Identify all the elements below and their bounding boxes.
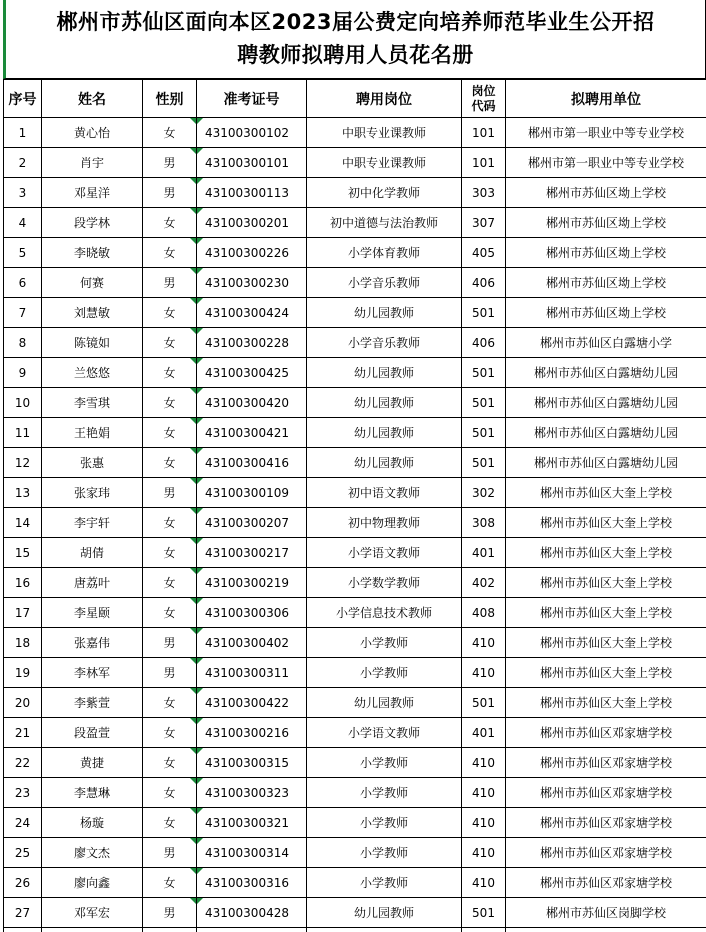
cell-post[interactable]: 中职专业课教师	[307, 148, 462, 178]
cell-exam-no[interactable]: 43100300216	[197, 718, 307, 748]
cell-index[interactable]: 2	[4, 148, 42, 178]
cell-post-code[interactable]: 410	[462, 748, 506, 778]
cell-exam-no[interactable]: 43100300425	[197, 358, 307, 388]
cell-post-code[interactable]: 410	[462, 838, 506, 868]
cell-post-code[interactable]: 501	[462, 388, 506, 418]
cell-index[interactable]: 7	[4, 298, 42, 328]
cell-unit[interactable]: 郴州市苏仙区邓家塘学校	[506, 718, 706, 748]
cell-index[interactable]: 10	[4, 388, 42, 418]
cell-name[interactable]: 兰悠悠	[42, 358, 143, 388]
cell-name[interactable]: 李林军	[42, 658, 143, 688]
cell-gender[interactable]: 女	[143, 298, 197, 328]
cell-gender[interactable]: 男	[143, 148, 197, 178]
cell-exam-no[interactable]: 43100300230	[197, 268, 307, 298]
table-row	[4, 418, 706, 448]
header-index[interactable]: 序号	[4, 80, 42, 118]
cell-post[interactable]: 小学教师	[307, 868, 462, 898]
cell-name[interactable]: 胡倩	[42, 538, 143, 568]
cell-unit[interactable]: 郴州市苏仙区大奎上学校	[506, 568, 706, 598]
cell-post[interactable]: 小学信息技术教师	[307, 598, 462, 628]
cell-gender[interactable]: 女	[143, 748, 197, 778]
cell-exam-no[interactable]: 43100300113	[197, 178, 307, 208]
header-post[interactable]: 聘用岗位	[307, 80, 462, 118]
cell-name[interactable]: 段学林	[42, 208, 143, 238]
cell-post-code[interactable]: 410	[462, 628, 506, 658]
table-row	[4, 838, 706, 868]
cell-unit[interactable]: 郴州市苏仙区邓家塘学校	[506, 808, 706, 838]
table-row	[4, 538, 706, 568]
cell-index[interactable]: 8	[4, 328, 42, 358]
cell-unit[interactable]: 郴州市苏仙区邓家塘学校	[506, 838, 706, 868]
cell-gender[interactable]: 女	[143, 418, 197, 448]
cell-index[interactable]: 14	[4, 508, 42, 538]
cell-unit[interactable]: 郴州市苏仙区大奎上学校	[506, 508, 706, 538]
cell-exam-no[interactable]: 43100300420	[197, 388, 307, 418]
cell-index[interactable]: 26	[4, 868, 42, 898]
cell-post-code[interactable]: 101	[462, 118, 506, 148]
cell-unit[interactable]: 郴州市苏仙区白露塘幼儿园	[506, 448, 706, 478]
cell-gender[interactable]: 男	[143, 478, 197, 508]
cell-gender[interactable]: 女	[143, 778, 197, 808]
cell-exam-no[interactable]: 43100300102	[197, 118, 307, 148]
cell-post[interactable]: 中职专业课教师	[307, 118, 462, 148]
cell-exam-no[interactable]: 43100300315	[197, 748, 307, 778]
cell-index[interactable]: 4	[4, 208, 42, 238]
cell-name[interactable]: 黄捷	[42, 748, 143, 778]
table-row	[4, 718, 706, 748]
empty-cell[interactable]	[42, 928, 143, 932]
cell-unit[interactable]: 郴州市苏仙区大奎上学校	[506, 538, 706, 568]
header-row	[4, 80, 706, 118]
cell-post[interactable]: 小学体育教师	[307, 238, 462, 268]
cell-post-code[interactable]: 501	[462, 898, 506, 928]
header-name[interactable]: 姓名	[42, 80, 143, 118]
cell-name[interactable]: 李慧琳	[42, 778, 143, 808]
cell-post[interactable]: 初中道德与法治教师	[307, 208, 462, 238]
cell-name[interactable]: 李紫萱	[42, 688, 143, 718]
header-post-code-line-1: 岗位	[471, 83, 496, 98]
cell-unit[interactable]: 郴州市苏仙区坳上学校	[506, 298, 706, 328]
cell-index[interactable]: 17	[4, 598, 42, 628]
cell-unit[interactable]: 郴州市苏仙区坳上学校	[506, 238, 706, 268]
cell-exam-no[interactable]: 43100300424	[197, 298, 307, 328]
cell-gender[interactable]: 女	[143, 568, 197, 598]
cell-post[interactable]: 小学数学教师	[307, 568, 462, 598]
cell-post-code[interactable]: 501	[462, 688, 506, 718]
cell-name[interactable]: 李晓敏	[42, 238, 143, 268]
cell-name[interactable]: 陈镜如	[42, 328, 143, 358]
cell-name[interactable]: 杨璇	[42, 808, 143, 838]
roster-table	[3, 79, 706, 932]
cell-index[interactable]: 19	[4, 658, 42, 688]
cell-unit[interactable]: 郴州市苏仙区白露塘幼儿园	[506, 418, 706, 448]
cell-index[interactable]: 16	[4, 568, 42, 598]
cell-exam-no[interactable]: 43100300311	[197, 658, 307, 688]
table-row	[4, 328, 706, 358]
cell-index[interactable]: 22	[4, 748, 42, 778]
cell-exam-no[interactable]: 43100300316	[197, 868, 307, 898]
cell-index[interactable]: 23	[4, 778, 42, 808]
cell-post-code[interactable]: 406	[462, 268, 506, 298]
cell-gender[interactable]: 男	[143, 898, 197, 928]
cell-exam-no[interactable]: 43100300207	[197, 508, 307, 538]
table-row	[4, 178, 706, 208]
cell-post-code[interactable]: 408	[462, 598, 506, 628]
cell-name[interactable]: 段盈萱	[42, 718, 143, 748]
cell-post[interactable]: 初中化学教师	[307, 178, 462, 208]
table-row	[4, 388, 706, 418]
table-row	[4, 628, 706, 658]
cell-gender[interactable]: 女	[143, 118, 197, 148]
cell-name[interactable]: 邓军宏	[42, 898, 143, 928]
cell-index[interactable]: 6	[4, 268, 42, 298]
header-post-code-line-2: 代码	[471, 98, 496, 113]
cell-name[interactable]: 李宇轩	[42, 508, 143, 538]
table-row	[4, 478, 706, 508]
cell-post-code[interactable]: 302	[462, 478, 506, 508]
table-row	[4, 598, 706, 628]
cell-unit[interactable]: 郴州市苏仙区大奎上学校	[506, 598, 706, 628]
cell-post[interactable]: 小学教师	[307, 658, 462, 688]
empty-cell[interactable]	[462, 928, 506, 932]
cell-gender[interactable]: 女	[143, 388, 197, 418]
cell-name[interactable]: 李雪琪	[42, 388, 143, 418]
table-row	[4, 808, 706, 838]
cell-name[interactable]: 肖宇	[42, 148, 143, 178]
cell-exam-no[interactable]: 43100300201	[197, 208, 307, 238]
cell-post[interactable]: 小学教师	[307, 628, 462, 658]
cell-exam-no[interactable]: 43100300109	[197, 478, 307, 508]
sheet-title	[3, 0, 706, 79]
cell-gender[interactable]: 女	[143, 358, 197, 388]
cell-exam-no[interactable]: 43100300306	[197, 598, 307, 628]
cell-unit[interactable]: 郴州市苏仙区邓家塘学校	[506, 748, 706, 778]
empty-cell[interactable]	[4, 928, 42, 932]
cell-post-code[interactable]: 501	[462, 358, 506, 388]
cell-unit[interactable]: 郴州市苏仙区坳上学校	[506, 268, 706, 298]
cell-post-code[interactable]: 101	[462, 148, 506, 178]
title-line-1: 郴州市苏仙区面向本区2023届公费定向培养师范毕业生公开招	[56, 10, 655, 34]
cell-gender[interactable]: 女	[143, 808, 197, 838]
cell-name[interactable]: 何赛	[42, 268, 143, 298]
table-row	[4, 118, 706, 148]
cell-post[interactable]: 初中物理教师	[307, 508, 462, 538]
cell-post-code[interactable]: 501	[462, 418, 506, 448]
cell-index[interactable]: 27	[4, 898, 42, 928]
header-post-code[interactable]	[462, 80, 506, 118]
cell-exam-no[interactable]: 43100300416	[197, 448, 307, 478]
cell-index[interactable]: 24	[4, 808, 42, 838]
cell-exam-no[interactable]: 43100300402	[197, 628, 307, 658]
cell-post-code[interactable]: 405	[462, 238, 506, 268]
cell-post-code[interactable]: 401	[462, 718, 506, 748]
table-row	[4, 778, 706, 808]
table-row	[4, 238, 706, 268]
cell-name[interactable]: 黄心怡	[42, 118, 143, 148]
cell-index[interactable]: 5	[4, 238, 42, 268]
table-row	[4, 748, 706, 778]
cell-post[interactable]: 小学教师	[307, 808, 462, 838]
empty-cell[interactable]	[506, 928, 706, 932]
cell-name[interactable]: 李星颐	[42, 598, 143, 628]
cell-gender[interactable]: 男	[143, 268, 197, 298]
cell-unit[interactable]: 郴州市苏仙区岗脚学校	[506, 898, 706, 928]
cell-post[interactable]: 小学教师	[307, 748, 462, 778]
cell-post[interactable]: 初中语文教师	[307, 478, 462, 508]
cell-name[interactable]: 廖向鑫	[42, 868, 143, 898]
cell-name[interactable]: 唐荔叶	[42, 568, 143, 598]
cell-gender[interactable]: 女	[143, 688, 197, 718]
cell-post-code[interactable]: 402	[462, 568, 506, 598]
cell-post[interactable]: 幼儿园教师	[307, 298, 462, 328]
cell-post[interactable]: 幼儿园教师	[307, 898, 462, 928]
cell-index[interactable]: 20	[4, 688, 42, 718]
table-row	[4, 898, 706, 928]
cell-gender[interactable]: 女	[143, 718, 197, 748]
cell-gender[interactable]: 女	[143, 448, 197, 478]
cell-unit[interactable]: 郴州市苏仙区大奎上学校	[506, 658, 706, 688]
cell-post-code[interactable]: 401	[462, 538, 506, 568]
cell-index[interactable]: 11	[4, 418, 42, 448]
cell-unit[interactable]: 郴州市苏仙区白露塘幼儿园	[506, 388, 706, 418]
table-row	[4, 688, 706, 718]
table-row	[4, 448, 706, 478]
cell-post[interactable]: 小学教师	[307, 778, 462, 808]
cell-unit[interactable]: 郴州市苏仙区邓家塘学校	[506, 868, 706, 898]
table-row	[4, 268, 706, 298]
table-row	[4, 358, 706, 388]
cell-unit[interactable]: 郴州市苏仙区白露塘幼儿园	[506, 358, 706, 388]
cell-post-code[interactable]: 410	[462, 658, 506, 688]
table-row	[4, 508, 706, 538]
cell-post-code[interactable]: 406	[462, 328, 506, 358]
cell-index[interactable]: 3	[4, 178, 42, 208]
title-line-2: 聘教师拟聘用人员花名册	[237, 43, 474, 67]
cell-exam-no[interactable]: 43100300228	[197, 328, 307, 358]
cell-exam-no[interactable]: 43100300101	[197, 148, 307, 178]
header-exam-no[interactable]: 准考证号	[197, 80, 307, 118]
cell-unit[interactable]: 郴州市苏仙区大奎上学校	[506, 688, 706, 718]
header-gender[interactable]: 性别	[143, 80, 197, 118]
cell-post[interactable]: 幼儿园教师	[307, 358, 462, 388]
cell-exam-no[interactable]: 43100300219	[197, 568, 307, 598]
table-row	[4, 868, 706, 898]
spreadsheet	[3, 0, 706, 932]
cell-gender[interactable]: 女	[143, 208, 197, 238]
cell-exam-no[interactable]: 43100300422	[197, 688, 307, 718]
table-row	[4, 148, 706, 178]
cell-name[interactable]: 张家玮	[42, 478, 143, 508]
cell-unit[interactable]: 郴州市苏仙区邓家塘学校	[506, 778, 706, 808]
cell-unit[interactable]: 郴州市苏仙区坳上学校	[506, 178, 706, 208]
cell-post-code[interactable]: 308	[462, 508, 506, 538]
cell-index[interactable]: 13	[4, 478, 42, 508]
cell-gender[interactable]: 女	[143, 328, 197, 358]
cell-index[interactable]: 1	[4, 118, 42, 148]
cell-exam-no[interactable]: 43100300321	[197, 808, 307, 838]
cell-post-code[interactable]: 501	[462, 448, 506, 478]
table-row	[4, 568, 706, 598]
cell-post-code[interactable]: 303	[462, 178, 506, 208]
cell-gender[interactable]: 男	[143, 658, 197, 688]
cell-name[interactable]: 廖文杰	[42, 838, 143, 868]
cell-post-code[interactable]: 307	[462, 208, 506, 238]
cell-name[interactable]: 张惠	[42, 448, 143, 478]
table-row-partial	[4, 928, 706, 932]
cell-post[interactable]: 小学教师	[307, 838, 462, 868]
cell-gender[interactable]: 男	[143, 178, 197, 208]
empty-cell[interactable]	[197, 928, 307, 932]
cell-post-code[interactable]: 410	[462, 808, 506, 838]
cell-unit[interactable]: 郴州市苏仙区大奎上学校	[506, 478, 706, 508]
cell-gender[interactable]: 女	[143, 598, 197, 628]
cell-gender[interactable]: 男	[143, 838, 197, 868]
cell-post[interactable]: 幼儿园教师	[307, 448, 462, 478]
empty-cell[interactable]	[307, 928, 462, 932]
cell-exam-no[interactable]: 43100300323	[197, 778, 307, 808]
cell-unit[interactable]: 郴州市第一职业中等专业学校	[506, 118, 706, 148]
table-row	[4, 208, 706, 238]
cell-post-code[interactable]: 410	[462, 868, 506, 898]
cell-exam-no[interactable]: 43100300314	[197, 838, 307, 868]
cell-post-code[interactable]: 501	[462, 298, 506, 328]
cell-name[interactable]: 张嘉伟	[42, 628, 143, 658]
cell-post[interactable]: 幼儿园教师	[307, 688, 462, 718]
cell-exam-no[interactable]: 43100300226	[197, 238, 307, 268]
table-row	[4, 298, 706, 328]
cell-name[interactable]: 刘慧敏	[42, 298, 143, 328]
cell-index[interactable]: 21	[4, 718, 42, 748]
cell-post[interactable]: 小学语文教师	[307, 718, 462, 748]
cell-index[interactable]: 18	[4, 628, 42, 658]
cell-gender[interactable]: 女	[143, 238, 197, 268]
cell-name[interactable]: 王艳娟	[42, 418, 143, 448]
cell-gender[interactable]: 男	[143, 628, 197, 658]
cell-post[interactable]: 小学音乐教师	[307, 268, 462, 298]
cell-post[interactable]: 幼儿园教师	[307, 388, 462, 418]
cell-unit[interactable]: 郴州市第一职业中等专业学校	[506, 148, 706, 178]
cell-unit[interactable]: 郴州市苏仙区大奎上学校	[506, 628, 706, 658]
table-row	[4, 658, 706, 688]
cell-post[interactable]: 幼儿园教师	[307, 418, 462, 448]
cell-index[interactable]: 25	[4, 838, 42, 868]
cell-post-code[interactable]: 410	[462, 778, 506, 808]
cell-gender[interactable]: 女	[143, 868, 197, 898]
cell-post[interactable]: 小学语文教师	[307, 538, 462, 568]
cell-gender[interactable]: 女	[143, 508, 197, 538]
cell-index[interactable]: 9	[4, 358, 42, 388]
cell-post[interactable]: 小学音乐教师	[307, 328, 462, 358]
cell-exam-no[interactable]: 43100300421	[197, 418, 307, 448]
cell-exam-no[interactable]: 43100300428	[197, 898, 307, 928]
header-unit[interactable]: 拟聘用单位	[506, 80, 706, 118]
empty-cell[interactable]	[143, 928, 197, 932]
cell-exam-no[interactable]: 43100300217	[197, 538, 307, 568]
cell-index[interactable]: 12	[4, 448, 42, 478]
cell-gender[interactable]: 女	[143, 538, 197, 568]
cell-unit[interactable]: 郴州市苏仙区白露塘小学	[506, 328, 706, 358]
cell-unit[interactable]: 郴州市苏仙区坳上学校	[506, 208, 706, 238]
cell-name[interactable]: 邓星洋	[42, 178, 143, 208]
cell-index[interactable]: 15	[4, 538, 42, 568]
